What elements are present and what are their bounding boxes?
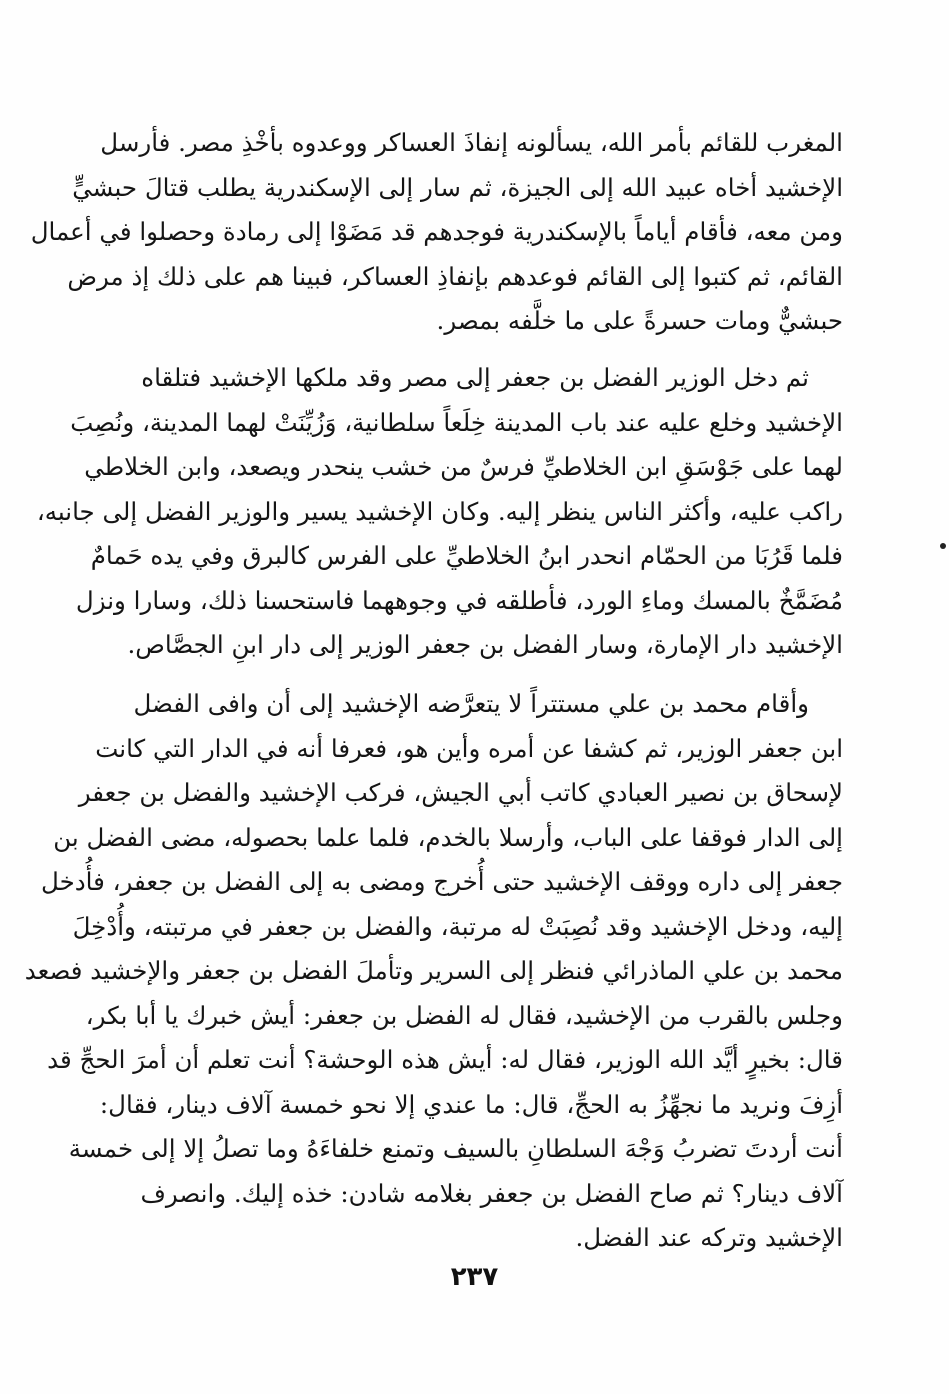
text-line: لهما على جَوْسَقِ ابن الخلاطيِّ فرسٌ من خشب ينحدر ويصعد، وابن الخلاطي (84, 452, 843, 481)
page-number: ٢٣٧ (450, 1262, 499, 1292)
text-line: قال: بخيرٍ أيَّد الله الوزير، فقال له: أيش هذه الوحشة؟ أنت تعلم أن أمرَ الحجِّ قد (47, 1045, 843, 1074)
body-text (24, 682, 843, 1261)
text-line: جعفر إلى داره ووقف الإخشيد حتى أُخرج ومضى به إلى الفضل بن جعفر، فأُدخل (41, 867, 843, 896)
text-line: الإخشيد دار الإمارة، وسار الفضل بن جعفر الوزير إلى دار ابنِ الجصَّاص. (127, 630, 843, 659)
text-line: الإخشيد أخاه عبيد الله إلى الجيزة، ثم سار إلى الإسكندرية يطلب قتالَ حبشيٍّ (72, 172, 843, 202)
text-line: القائم، ثم كتبوا إلى القائم فوعدهم بإنفاذِ العساكر، فبينا هم على ذلك إذ مرض (67, 261, 843, 291)
text-line: أزِفَ ونريد ما نجهِّزُ به الحجِّ، قال: ما عندي إلا نحو خمسة آلاف دينار، فقال: (99, 1089, 843, 1119)
paragraph-1 (30, 121, 843, 344)
text-line: آلاف دينار؟ ثم صاح الفضل بن جعفر بغلامه شادن: خذه إليك. وانصرف (140, 1178, 843, 1208)
text-line: وجلس بالقرب من الإخشيد، فقال له الفضل بن جعفر: أيش خبرك يا أبا بكر، (85, 1000, 843, 1030)
text-line: أنت أردتَ تضربُ وَجْهَ السلطانِ بالسيف وتمنع خلفاءَهُ وما تصلُ إلا إلى خمسة (68, 1134, 843, 1163)
text-line: إلى الدار فوقفا على الباب، وأرسلا بالخدم، فلما علما بحصوله، مضى الفضل بن (53, 822, 843, 852)
body-text (30, 121, 843, 344)
text-line: مُضَمَّخٌ بالمسك وماءِ الورد، فأطلقه في وجوههما فاستحسنا ذلك، وسارا ونزل (75, 585, 843, 615)
paragraph-2 (36, 356, 843, 668)
text-line: راكب عليه، وأكثر الناس ينظر إليه. وكان الإخشيد يسير والوزير الفضل إلى جانبه، (36, 496, 843, 526)
text-line: ابن جعفر الوزير، ثم كشفا عن أمره وأين هو، فعرفا أنه في الدار التي كانت (95, 733, 843, 763)
paragraph-3 (24, 682, 843, 1261)
text-line: الإخشيد وتركه عند الفضل. (575, 1223, 843, 1252)
text-line: وأقام محمد بن علي مستتراً لا يتعرَّضه الإخشيد إلى أن وافى الفضل (133, 689, 809, 718)
text-line: فلما قَرُبَا من الحمّام انحدر ابنُ الخلاطيِّ على الفرس كالبرق وفي يده حَمامٌ (90, 541, 843, 570)
text-line: إليه، ودخل الإخشيد وقد نُصِبَتْ له مرتبة، والفضل بن جعفر في مرتبته، وأُدْخِلَ (72, 911, 843, 941)
text-line: ثم دخل الوزير الفضل بن جعفر إلى مصر وقد ملكها الإخشيد فتلقاه (141, 363, 809, 392)
margin-dot (940, 543, 946, 549)
body-text (36, 356, 843, 668)
text-line: ومن معه، فأقام أياماً بالإسكندرية فوجدهم قد مَضَوْا إلى رمادة وحصلوا في أعمال (30, 217, 843, 246)
text-line: لإسحاق بن نصير العبادي كاتب أبي الجيش، فركب الإخشيد والفضل بن جعفر (78, 778, 843, 807)
text-line: محمد بن علي الماذرائي فنظر إلى السرير وتأملَ الفضل بن جعفر والإخشيد فصعد (24, 956, 843, 985)
text-line: المغرب للقائم بأمر الله، يسألونه إنفاذَ العساكر ووعدوه بأخْذِ مصر. فأرسل (100, 128, 843, 157)
text-line: حبشيٌّ ومات حسرةً على ما خلَّفه بمصر. (436, 306, 843, 335)
text-line: الإخشيد وخلع عليه عند باب المدينة خِلَعاً سلطانية، وَزُيِّنَتْ لهما المدينة، ونُصِبَ (70, 407, 843, 437)
